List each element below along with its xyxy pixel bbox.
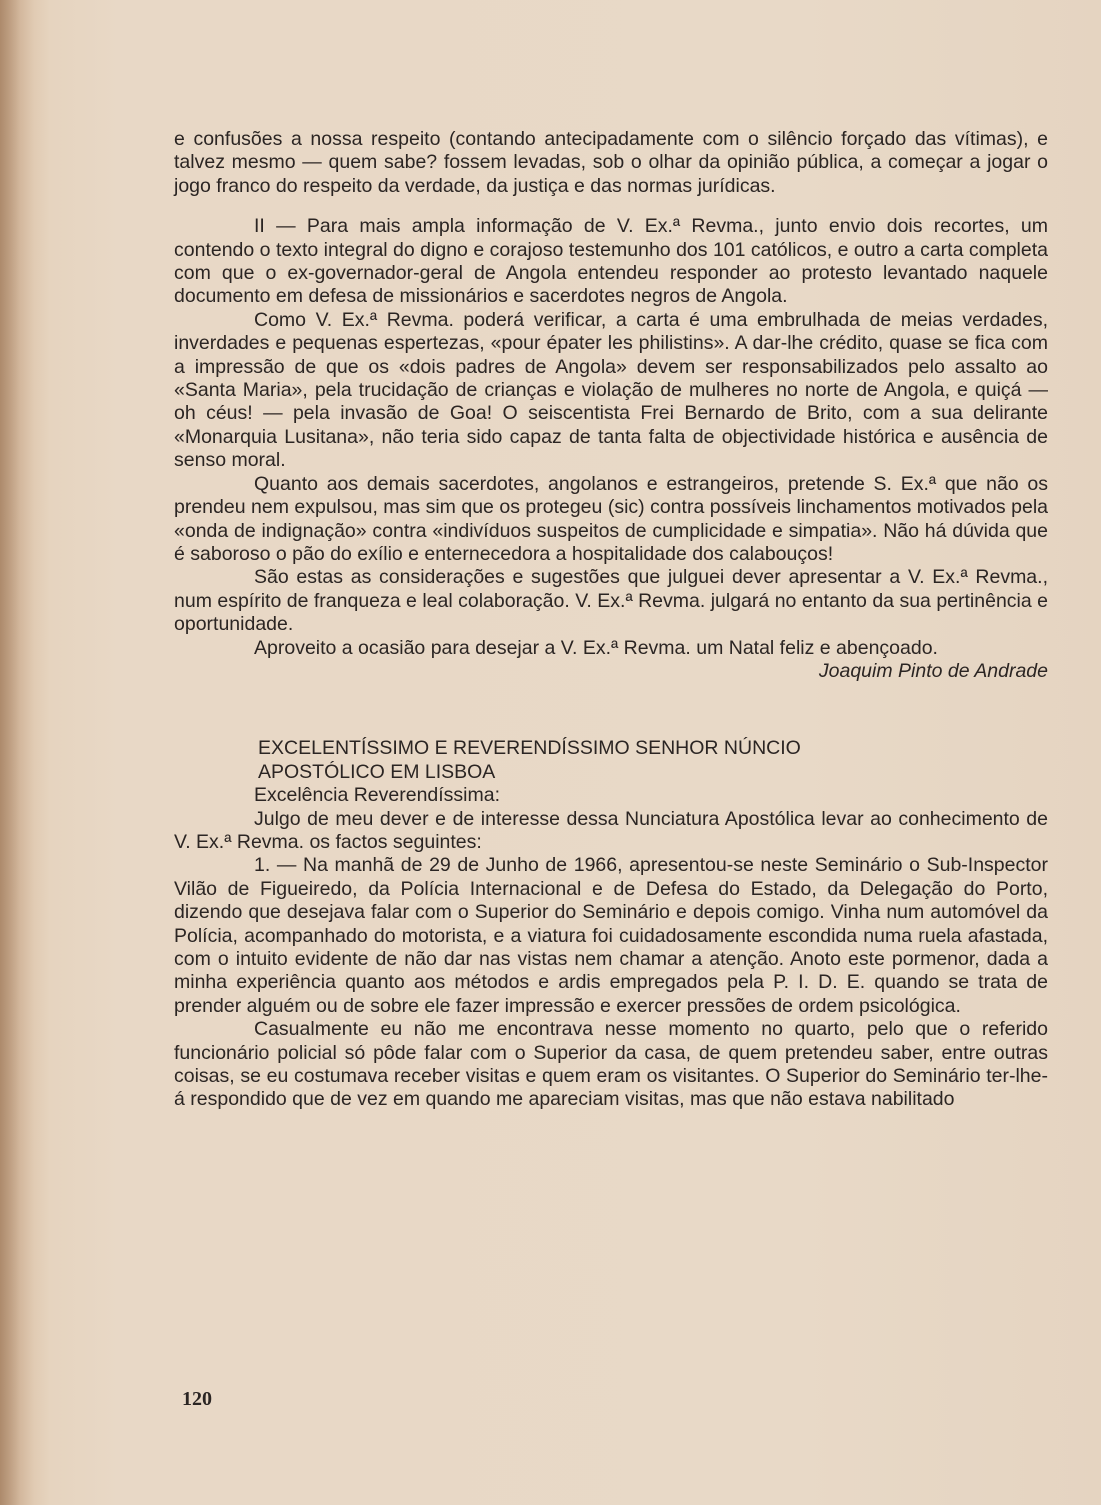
letter-heading-line-2: APOSTÓLICO EM LISBOA <box>258 760 496 783</box>
paragraph-opening: Julgo de meu dever e de interesse dessa Nunciatura Apostólica levar ao conhecimento de V. Ex.ª Revma. os factos seguintes: <box>174 807 1048 853</box>
paragraph-continuation: e confusões a nossa respeito (contando antecipadamente com o silêncio forçado das vítimas), e talvez mesmo — quem sabe? fossem levadas, sob o olhar da opinião pública, a começar a jogar o jogo franco do respeito da verdade, da justiça e das normas jurídicas. <box>174 128 1048 197</box>
page-content <box>174 128 1048 1112</box>
signature: Joaquim Pinto de Andrade <box>818 659 1048 682</box>
page-gutter-shadow <box>0 0 34 1505</box>
salutation: Excelência Reverendíssima: <box>254 784 501 807</box>
paragraph-considerations: São estas as considerações e sugestões que julguei dever apresentar a V. Ex.ª Revma., num espírito de franqueza e leal colaboração. V. Ex.ª Revma. julgará no entanto da sua pertinência e oportunidade. <box>174 566 1048 636</box>
letter-heading <box>258 737 1048 784</box>
letter-heading-line-1: EXCELENTÍSSIMO E REVERENDÍSSIMO SENHOR NÚNCIO <box>258 737 801 760</box>
paragraph-letter-critique: Como V. Ex.ª Revma. poderá verificar, a carta é uma embrulhada de meias verdades, inverdades e pequenas espertezas, «pour épater les philistins». A dar-lhe crédito, quase se fica com a impressão de que os «dois padres de Angola» devem ser responsabilizados pelo assalto ao «Santa Maria», pela trucidação de crianças e violação de mulheres no norte de Angola, e quiçá — oh céus! — pela invasão de Goa! O seiscentista Frei Bernardo de Brito, com a sua delirante «Monarquia Lusitana», não teria sido capaz de tanta falta de objectividade histórica e ausência de senso moral. <box>174 308 1048 472</box>
page-number: 120 <box>182 1388 212 1410</box>
paragraph-other-priests: Quanto aos demais sacerdotes, angolanos e estrangeiros, pretende S. Ex.ª que não os prendeu nem expulsou, mas sim que os protegeu (sic) contra possíveis linchamentos motivados pela «onda de indignação» contra «indivíduos suspeitos de cumplicidade e simpatia». Não há dúvida que é saboroso o pão do exílio e enternecedora a hospitalidade dos calabouços! <box>174 472 1048 565</box>
paragraph-closing-wishes: Aproveito a ocasião para desejar a V. Ex.ª Revma. um Natal feliz e abençoado. <box>254 636 938 659</box>
paragraph-fact-1: 1. — Na manhã de 29 de Junho de 1966, apresentou-se neste Seminário o Sub-Inspector Vilão de Figueiredo, da Polícia Internacional e de Defesa do Estado, da Delegação do Porto, dizendo que desejava falar com o Superior do Seminário e depois comigo. Vinha num automóvel da Polícia, acompanhado do motorista, e a viatura foi cuidadosamente escondida numa ruela afastada, com o intuito evidente de não dar nas vistas nem chamar a atenção. Anoto este pormenor, dada a minha experiência quanto aos métodos e ardis empregados pela P. I. D. E. quando se trata de prender alguém ou de sobre ele fazer impressão e exercer pressões de ordem psicológica. <box>174 854 1048 1017</box>
paragraph-section-ii: II — Para mais ampla informação de V. Ex.ª Revma., junto envio dois recortes, um contendo o texto integral do digno e corajoso testemunho dos 101 católicos, e outro a carta completa com que o ex-governador-geral de Angola entendeu responder ao protesto levantado naquele documento em defesa de missionários e sacerdotes negros de Angola. <box>174 215 1048 308</box>
paragraph-fact-1-continued: Casualmente eu não me encontrava nesse momento no quarto, pelo que o referido funcionário policial só pôde falar com o Superior da casa, de quem pretendeu saber, entre outras coisas, se eu costumava receber visitas e quem eram os visitantes. O Superior do Seminário ter-lhe-á respondido que de vez em quando me apareciam visitas, mas que não estava nabilitado <box>174 1018 1048 1111</box>
